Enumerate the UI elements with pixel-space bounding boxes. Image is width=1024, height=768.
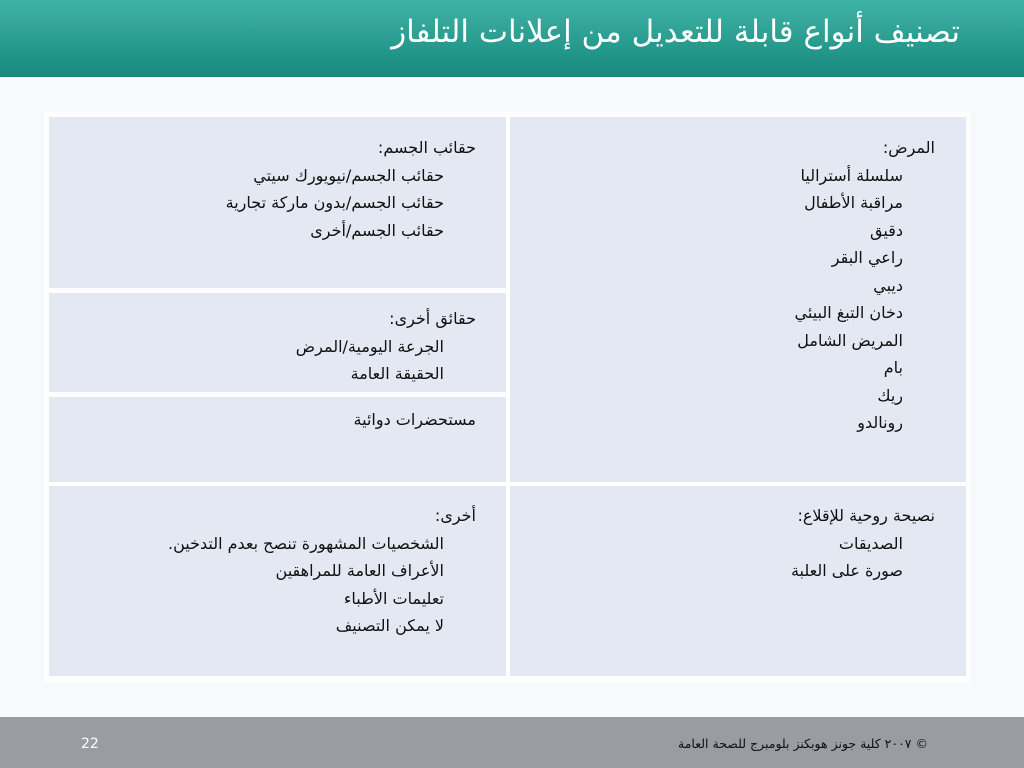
list-item: الجرعة اليومية/المرض — [295, 336, 444, 356]
list-item: دخان التبغ البيئي — [794, 303, 903, 322]
list-item: الأعراف العامة للمراهقين — [275, 561, 444, 580]
list-item: حقائب الجسم/بدون ماركة تجارية — [225, 193, 444, 212]
cell-pharmaceuticals — [49, 397, 506, 482]
cell-quit-advice — [510, 486, 966, 676]
slide-title: تصنيف أنواع قابلة للتعديل من إعلانات التلفاز — [391, 14, 960, 50]
list-item: سلسلة أستراليا — [800, 165, 903, 185]
list-item: راعي البقر — [831, 248, 903, 267]
cell-body-parts — [49, 117, 506, 288]
list-item: رونالدو — [857, 413, 903, 432]
slide-footer — [0, 717, 1024, 768]
list-item: ديبي — [873, 275, 903, 295]
cell-other-facts — [49, 293, 506, 392]
list-item: صورة على العلبة — [790, 561, 903, 580]
cell-disease — [510, 117, 966, 482]
copyright-text: © ٢٠٠٧ كلية جونز هوبكنز بلومبرج للصحة العامة — [678, 736, 928, 751]
cell-heading-other-facts: حقائق أخرى: — [389, 309, 476, 328]
cell-heading-pharmaceuticals: مستحضرات دوائية — [353, 410, 476, 429]
cell-other — [49, 486, 506, 676]
cell-heading-body-parts: حقائب الجسم: — [377, 138, 476, 157]
cell-heading-disease: المرض: — [882, 138, 935, 157]
list-item: ريك — [877, 385, 903, 405]
list-item: تعليمات الأطباء — [343, 588, 444, 608]
list-item: حقائب الجسم/نيويورك سيتي — [253, 165, 444, 185]
cell-heading-other: أخرى: — [434, 506, 476, 525]
list-item: حقائب الجسم/أخرى — [310, 220, 444, 240]
slide-header — [0, 0, 1024, 77]
list-item: الحقيقة العامة — [350, 364, 444, 383]
list-item: الشخصيات المشهورة تنصح بعدم التدخين. — [168, 533, 444, 553]
list-item: المريض الشامل — [797, 330, 903, 350]
list-item: مراقبة الأطفال — [804, 193, 903, 212]
list-item: الصديقات — [838, 533, 903, 553]
page-number: 22 — [81, 736, 99, 752]
cell-heading-quit-advice: نصيحة روحية للإقلاع: — [797, 506, 935, 525]
list-item: دقيق — [870, 220, 903, 240]
list-item: لا يمكن التصنيف — [335, 616, 444, 635]
classification-table — [44, 112, 970, 682]
list-item: بام — [883, 358, 903, 377]
